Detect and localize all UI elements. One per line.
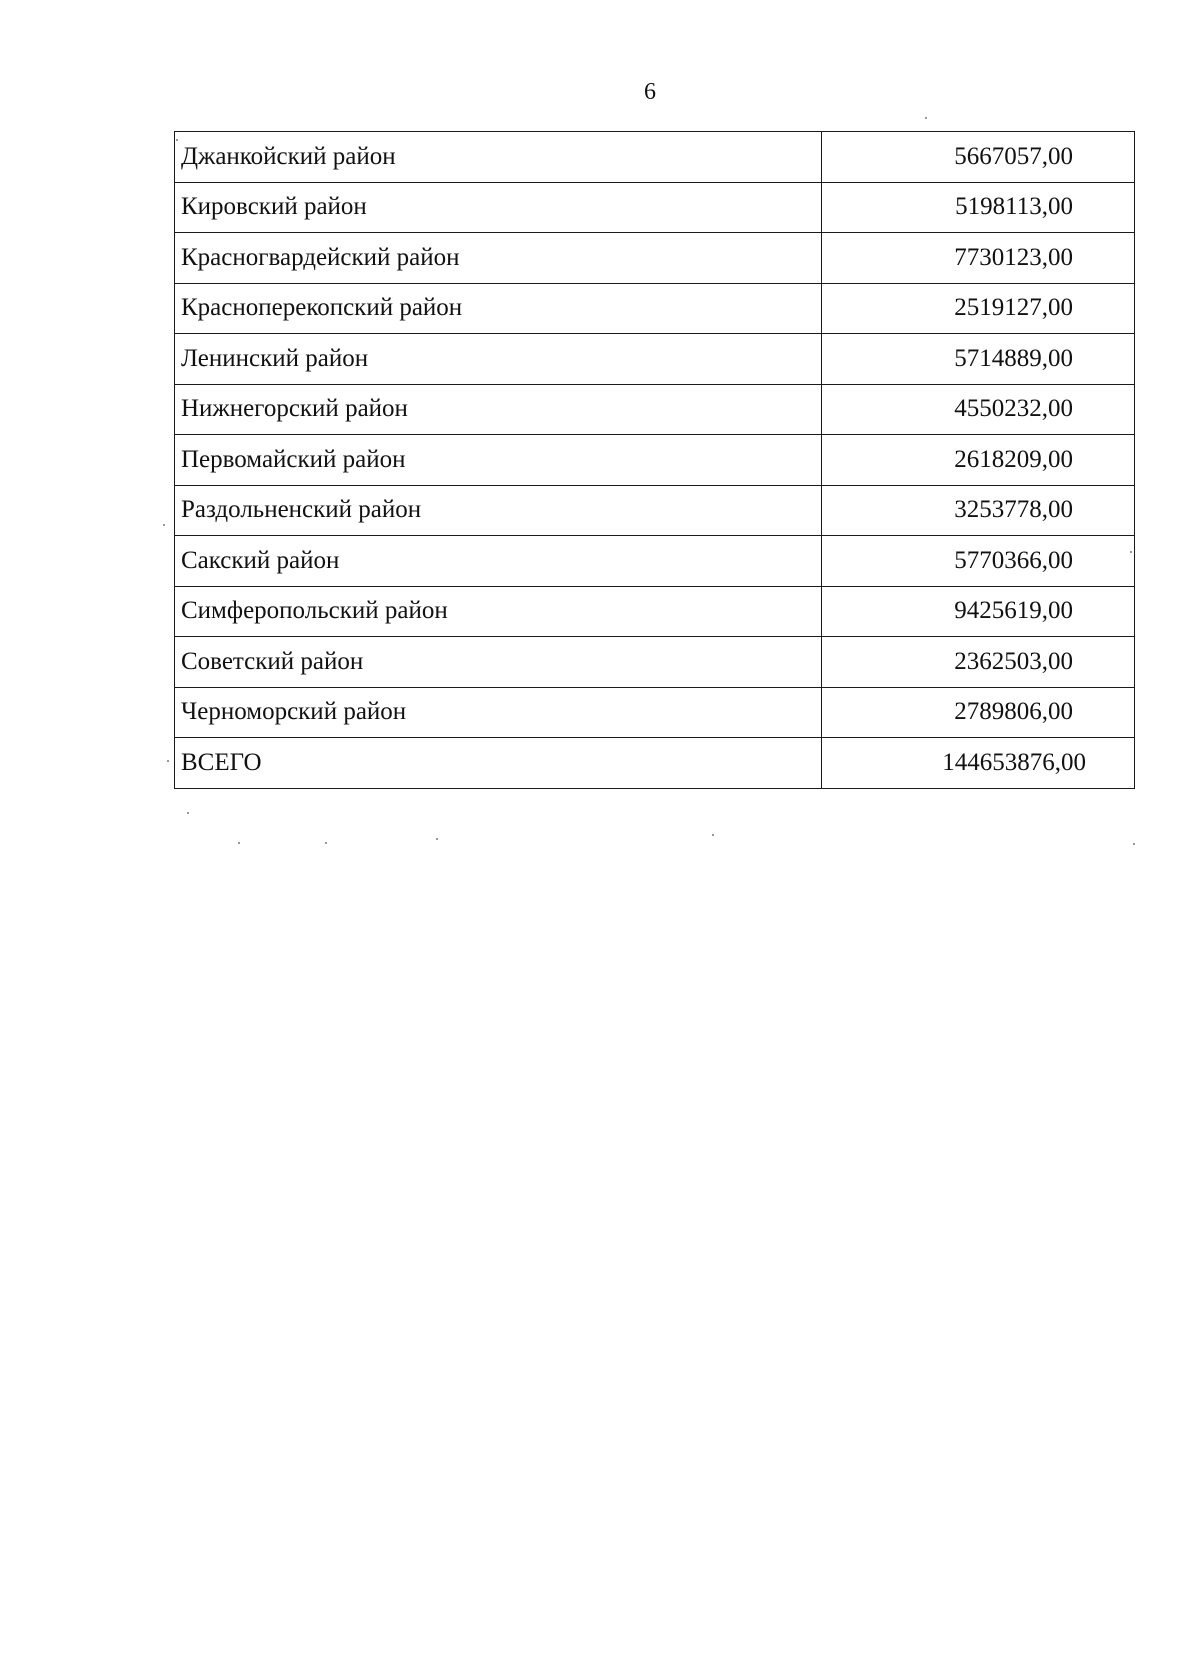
table-row xyxy=(175,384,1135,435)
district-name: Кировский район xyxy=(175,182,822,233)
scan-speck xyxy=(436,838,438,840)
table-row xyxy=(175,485,1135,536)
district-name: Красноперекопский район xyxy=(175,283,822,334)
district-name: Раздольненский район xyxy=(175,485,822,536)
table-row xyxy=(175,435,1135,486)
district-amount: 3253778,00 xyxy=(822,485,1135,536)
table-row xyxy=(175,334,1135,385)
district-amount: 5198113,00 xyxy=(822,182,1135,233)
scan-speck xyxy=(187,812,189,814)
scan-speck xyxy=(325,842,327,844)
table-row xyxy=(175,182,1135,233)
district-name: Сакский район xyxy=(175,536,822,587)
scan-speck xyxy=(925,117,927,119)
scan-speck xyxy=(167,760,169,762)
page-number: 6 xyxy=(644,79,656,105)
district-amount: 5770366,00 xyxy=(822,536,1135,587)
table-row xyxy=(175,233,1135,284)
district-amount: 2362503,00 xyxy=(822,637,1135,688)
district-amounts-table xyxy=(174,131,1135,789)
table-row xyxy=(175,637,1135,688)
district-name: Симферопольский район xyxy=(175,586,822,637)
total-label: ВСЕГО xyxy=(175,738,822,789)
district-amount: 4550232,00 xyxy=(822,384,1135,435)
total-row xyxy=(175,738,1135,789)
table-row xyxy=(175,283,1135,334)
district-amount: 5714889,00 xyxy=(822,334,1135,385)
district-name: Советский район xyxy=(175,637,822,688)
scan-speck xyxy=(712,834,714,836)
district-amount: 9425619,00 xyxy=(822,586,1135,637)
district-name: Черноморский район xyxy=(175,687,822,738)
scan-speck xyxy=(1130,551,1132,553)
scan-speck xyxy=(1133,843,1135,845)
table-row xyxy=(175,132,1135,183)
scan-speck xyxy=(176,139,178,141)
district-name: Ленинский район xyxy=(175,334,822,385)
scan-speck xyxy=(163,524,165,526)
district-name: Нижнегорский район xyxy=(175,384,822,435)
district-amount: 2519127,00 xyxy=(822,283,1135,334)
table-row xyxy=(175,586,1135,637)
district-amount: 2618209,00 xyxy=(822,435,1135,486)
district-name: Джанкойский район xyxy=(175,132,822,183)
district-name: Первомайский район xyxy=(175,435,822,486)
scan-speck xyxy=(238,842,240,844)
district-amount: 2789806,00 xyxy=(822,687,1135,738)
district-amount: 7730123,00 xyxy=(822,233,1135,284)
table-row xyxy=(175,687,1135,738)
district-name: Красногвардейский район xyxy=(175,233,822,284)
total-amount: 144653876,00 xyxy=(822,738,1135,789)
table-row xyxy=(175,536,1135,587)
district-amount: 5667057,00 xyxy=(822,132,1135,183)
